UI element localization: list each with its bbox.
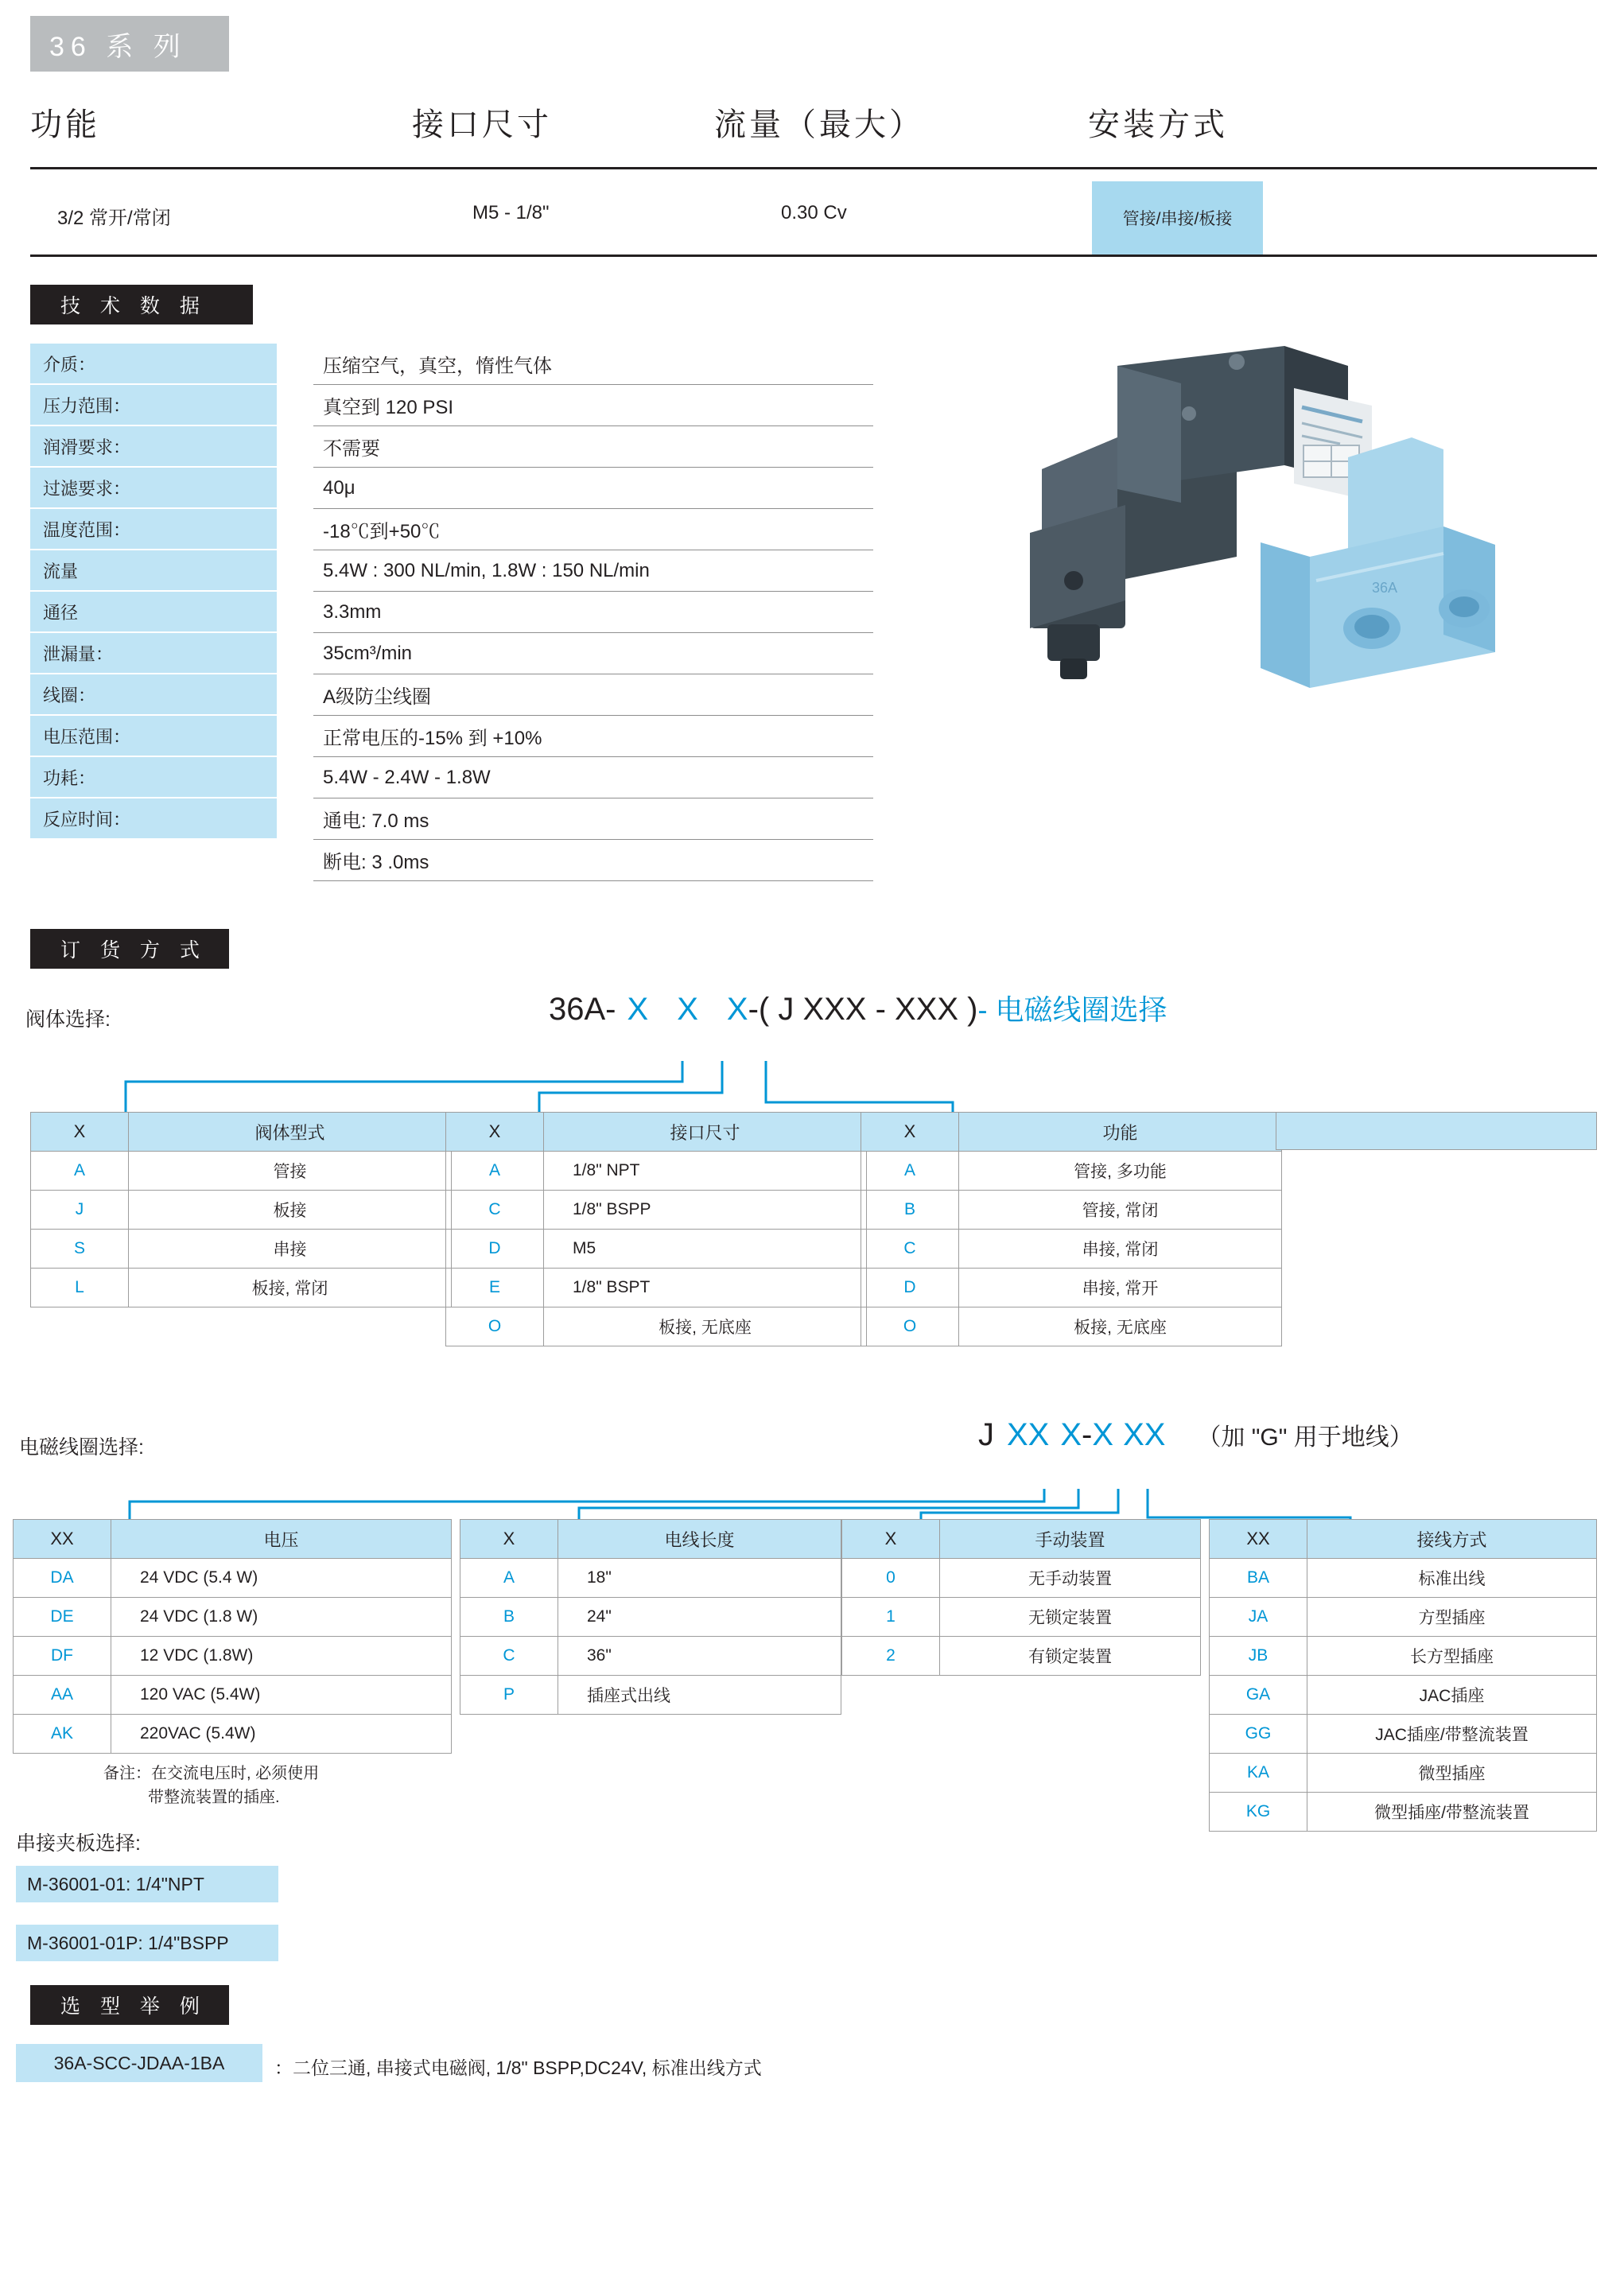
tech-label: 过滤要求： [30,468,277,509]
cell-code: 1 [842,1598,940,1637]
cell-code: B [861,1191,959,1230]
tech-label: 压力范围： [30,385,277,426]
table-row [30,344,873,385]
table-row [14,1676,452,1715]
table-header-row [861,1113,1282,1152]
table-row [1210,1715,1597,1754]
tech-label: 泄漏量： [30,633,277,674]
table-row [1210,1598,1597,1637]
top-value-mounting: 管接/串接/板接 [1092,181,1263,254]
coil-voltage-table [13,1519,452,1754]
table-row [446,1152,867,1191]
cell-desc: 无手动装置 [940,1559,1201,1598]
cell-code: C [861,1230,959,1269]
col-header-code: X [460,1520,558,1559]
cell-code: JB [1210,1637,1307,1676]
cell-desc: 长方型插座 [1307,1637,1597,1676]
cell-code: B [460,1598,558,1637]
bracket-svg [30,1058,1597,1113]
table-row [30,633,873,674]
cell-desc: 板接, 常闭 [129,1269,452,1307]
cell-code: O [861,1307,959,1346]
top-value-flow: 0.30 Cv [781,202,847,223]
cell-code: DF [14,1637,111,1676]
cell-code: GG [1210,1715,1307,1754]
table-row [446,1230,867,1269]
cell-code: C [460,1637,558,1676]
cell-desc: 方型插座 [1307,1598,1597,1637]
table-row [30,468,873,509]
cell-code: KA [1210,1754,1307,1793]
cell-desc: 板接, 无底座 [959,1307,1282,1346]
table-row [30,426,873,468]
table-header-row [446,1113,867,1152]
solenoid-valve-illustration [998,318,1587,811]
manual-override-table [841,1519,1201,1676]
table-row [1210,1637,1597,1676]
tech-label: 介质： [30,344,277,385]
tech-label: 通径 [30,592,277,633]
svg-text:36A: 36A [1372,580,1398,596]
tech-value: A级防尘线圈 [313,674,873,716]
tech-value: 通电: 7.0 ms [313,798,873,840]
cell-desc: 1/8" BSPP [544,1191,867,1230]
cell-desc: 串接, 常闭 [959,1230,1282,1269]
table-row [30,757,873,798]
table-row [861,1191,1282,1230]
coil-remark-line2: 带整流装置的插座. [148,1789,280,1806]
tech-value: 5.4W : 300 NL/min, 1.8W : 150 NL/min [313,550,873,592]
order-code-prefix: 36A- [549,992,616,1027]
table-row [460,1637,841,1676]
order-code-dash: - [748,992,759,1027]
tech-value: 压缩空气，真空，惰性气体 [313,344,873,385]
cell-desc: 标准出线 [1307,1559,1597,1598]
port-size-table [445,1112,867,1346]
cell-desc: 管接 [129,1152,452,1191]
cell-desc: 1/8" NPT [544,1152,867,1191]
table-row [30,840,873,881]
cell-code: BA [1210,1559,1307,1598]
tech-label: 线圈： [30,674,277,716]
cell-code: D [446,1230,544,1269]
table-row [861,1152,1282,1191]
section-title-technical-data: 技 术 数 据 [30,285,253,324]
tech-label: 润滑要求： [30,426,277,468]
tech-label: 流量 [30,550,277,592]
order-code-x2: X [677,992,698,1027]
table-row [1210,1559,1597,1598]
table-header-row [460,1520,841,1559]
cell-desc: JAC插座 [1307,1676,1597,1715]
top-spec-values [30,181,1597,253]
top-header-port-size: 接口尺寸 [412,107,552,142]
order-code-x3: X [726,992,748,1027]
col-header-desc: 阀体型式 [129,1113,452,1152]
connection-type-table [1209,1519,1597,1832]
tech-label: 电压范围： [30,716,277,757]
cell-desc: 无锁定装置 [940,1598,1201,1637]
table-row [842,1637,1201,1676]
table-row [446,1269,867,1307]
section-title-ordering: 订 货 方 式 [30,929,229,969]
cell-desc: 24 VDC (5.4 W) [111,1559,452,1598]
table-row [861,1230,1282,1269]
coil-remark [103,1762,319,1809]
table-row [460,1559,841,1598]
col-header-desc: 接口尺寸 [544,1113,867,1152]
coil-code-xx: XX [1007,1417,1050,1452]
table-row [30,674,873,716]
table-row [31,1269,452,1307]
example-code: 36A-SCC-JDAA-1BA [16,2044,262,2082]
tech-value: 35cm³/min [313,633,873,674]
cell-desc: 管接, 多功能 [959,1152,1282,1191]
cell-code: DE [14,1598,111,1637]
table-row [842,1598,1201,1637]
cell-desc: 1/8" BSPT [544,1269,867,1307]
function-table [861,1112,1282,1346]
table-row [1210,1793,1597,1832]
cell-code: A [460,1559,558,1598]
cell-code: DA [14,1559,111,1598]
cell-code: C [446,1191,544,1230]
cell-desc: 120 VAC (5.4W) [111,1676,452,1715]
table-row [30,509,873,550]
tech-value: 断电: 3 .0ms [313,840,873,881]
col-header-code: X [446,1113,544,1152]
col-header-code: XX [1210,1520,1307,1559]
cell-desc: 插座式出线 [558,1676,841,1715]
top-divider-upper [30,167,1597,169]
table-row [861,1307,1282,1346]
table-row [30,550,873,592]
cell-code: D [861,1269,959,1307]
tech-label: 温度范围： [30,509,277,550]
coil-code-note: （加 "G" 用于地线） [1197,1424,1413,1451]
tech-value: -18℃到+50℃ [313,509,873,550]
series-tag: 36 系 列 [30,16,229,72]
tech-label: 功耗： [30,757,277,798]
top-header-flow: 流量（最大） [714,107,924,142]
table-row [460,1676,841,1715]
coil-code-x: X [1060,1417,1082,1452]
col-header-desc: 电压 [111,1520,452,1559]
table-row [14,1598,452,1637]
table-header-row [1210,1520,1597,1559]
cell-code: AA [14,1676,111,1715]
table-row [842,1559,1201,1598]
table-row [31,1230,452,1269]
ordering-bracket-lines [30,1058,1597,1113]
clamp-plate-option-1: M-36001-01: 1/4"NPT [16,1866,278,1902]
cell-code: KG [1210,1793,1307,1832]
ordering-code-string [549,988,1167,1028]
top-value-function: 3/2 常开/常闭 [57,208,171,229]
order-code-x1: X [627,992,649,1027]
cell-desc: M5 [544,1230,867,1269]
cell-desc: 220VAC (5.4W) [111,1715,452,1754]
coil-remark-line1: 备注：在交流电压时, 必须使用 [103,1765,320,1782]
clamp-plate-option-2: M-36001-01P: 1/4"BSPP [16,1925,278,1961]
table-header-row [14,1520,452,1559]
table-row [1210,1676,1597,1715]
cell-desc: 串接 [129,1230,452,1269]
coil-selection-label: 电磁线圈选择: [19,1436,144,1459]
table-row [446,1191,867,1230]
cell-code: GA [1210,1676,1307,1715]
cell-code: A [446,1152,544,1191]
cell-code: JA [1210,1598,1307,1637]
tech-label [30,840,277,881]
table-row [30,716,873,757]
table-row [31,1152,452,1191]
table-row [30,592,873,633]
coil-code-x2: X [1092,1417,1114,1452]
order-code-tail: - 电磁线圈选择 [977,993,1167,1026]
cell-code: J [31,1191,129,1230]
cell-desc: 24 VDC (1.8 W) [111,1598,452,1637]
cell-desc: 有锁定装置 [940,1637,1201,1676]
tech-value: 3.3mm [313,592,873,633]
cell-desc: 18" [558,1559,841,1598]
top-header-function: 功能 [30,107,100,142]
cell-desc: JAC插座/带整流装置 [1307,1715,1597,1754]
tech-value: 5.4W - 2.4W - 1.8W [313,757,873,798]
cell-desc: 板接, 无底座 [544,1307,867,1346]
tech-label: 反应时间： [30,798,277,840]
tech-value: 不需要 [313,426,873,468]
table-header-row [31,1113,452,1152]
cell-desc: 管接, 常闭 [959,1191,1282,1230]
cell-code: A [861,1152,959,1191]
order-code-paren: ( J XXX - XXX ) [758,992,978,1027]
cell-code: L [31,1269,129,1307]
col-header-desc: 接线方式 [1307,1520,1597,1559]
col-header-desc: 电线长度 [558,1520,841,1559]
coil-code-string [978,1417,1413,1453]
cell-code: 0 [842,1559,940,1598]
cell-desc: 板接 [129,1191,452,1230]
clamp-plate-label: 串接夹板选择: [16,1832,141,1855]
table-row [31,1191,452,1230]
table-row [446,1307,867,1346]
table-row [460,1598,841,1637]
cell-desc: 串接, 常开 [959,1269,1282,1307]
top-divider-lower [30,254,1597,257]
table-row [14,1715,452,1754]
cell-code: E [446,1269,544,1307]
valve-body-type-table [30,1112,452,1307]
table-header-row [842,1520,1201,1559]
top-value-port-size: M5 - 1/8" [472,202,550,223]
cell-code: 2 [842,1637,940,1676]
cell-desc: 12 VDC (1.8W) [111,1637,452,1676]
table-row [14,1637,452,1676]
coil-code-j: J [978,1417,994,1452]
wire-length-table [460,1519,841,1715]
table-row [30,385,873,426]
cell-code: S [31,1230,129,1269]
cell-code: P [460,1676,558,1715]
tech-value: 40μ [313,468,873,509]
tech-value: 正常电压的-15% 到 +10% [313,716,873,757]
product-photo [998,318,1587,811]
ordering-body-label: 阀体选择: [25,1008,111,1031]
cell-code: AK [14,1715,111,1754]
top-spec-header [30,99,1597,155]
col-header-code: X [842,1520,940,1559]
top-header-mounting: 安装方式 [1088,107,1228,142]
table-row [1210,1754,1597,1793]
coil-code-dash: - [1082,1417,1093,1452]
empty-header-block [1276,1112,1597,1150]
technical-data-table [30,344,873,881]
cell-code: O [446,1307,544,1346]
cell-desc: 微型插座 [1307,1754,1597,1793]
tech-value: 真空到 120 PSI [313,385,873,426]
table-row [30,798,873,840]
table-row [14,1559,452,1598]
col-header-code: X [861,1113,959,1152]
coil-code-xx2: XX [1123,1417,1166,1452]
cell-desc: 36" [558,1637,841,1676]
table-row [861,1269,1282,1307]
cell-code: A [31,1152,129,1191]
col-header-desc: 功能 [959,1113,1282,1152]
col-header-code: X [31,1113,129,1152]
example-description: ：二位三通, 串接式电磁阀, 1/8" BSPP,DC24V, 标准出线方式 [274,2057,762,2078]
col-header-desc: 手动装置 [940,1520,1201,1559]
col-header-code: XX [14,1520,111,1559]
cell-desc: 微型插座/带整流装置 [1307,1793,1597,1832]
cell-desc: 24" [558,1598,841,1637]
section-title-example: 选 型 举 例 [30,1985,229,2025]
